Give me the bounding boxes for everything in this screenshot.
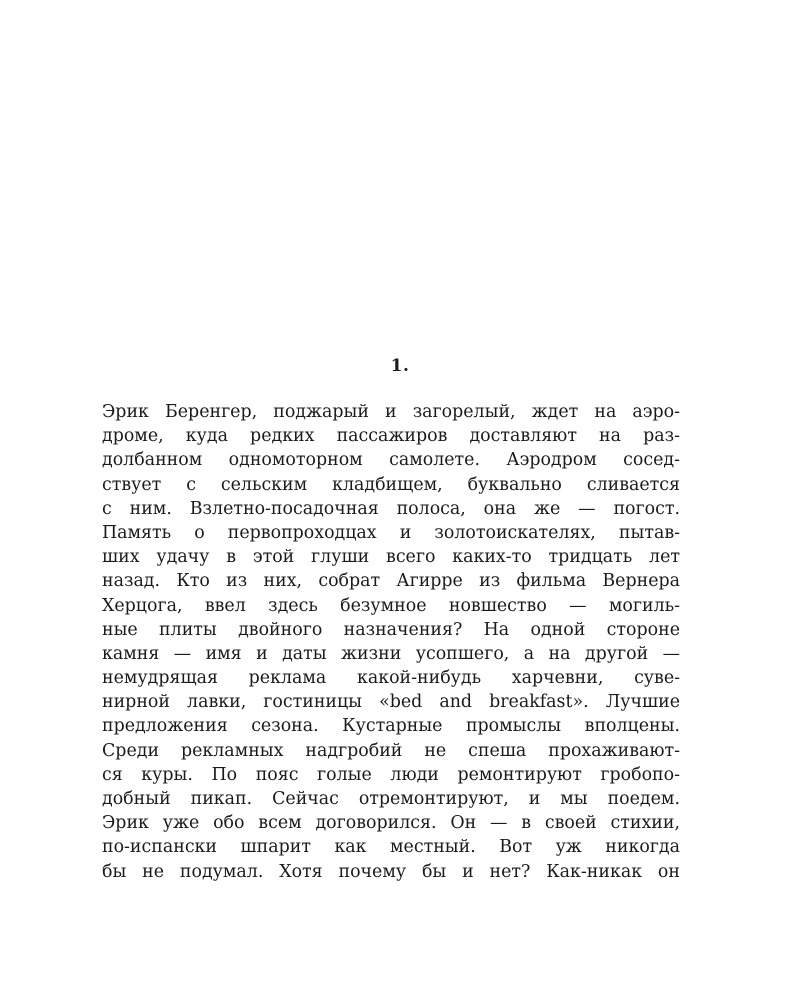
text-line: ные плиты двойного назначения? На одной стороне (102, 619, 680, 640)
text-line: назад. Кто из них, собрат Агирре из фильма Вернера (102, 571, 680, 592)
text-line: с ним. Взлетно-посадочная полоса, она же — погост. (102, 498, 680, 519)
text-line: Среди рекламных надгробий не спеша прохаживают- (102, 740, 680, 761)
chapter-number: 1. (390, 356, 410, 376)
body-paragraph (102, 400, 680, 884)
text-line: Память о первопроходцах и золотоискателях, пытав- (102, 522, 680, 543)
text-line: бы не подумал. Хотя почему бы и нет? Как-никак он (102, 861, 680, 882)
text-line: добный пикап. Сейчас отремонтируют, и мы поедем. (102, 789, 680, 809)
text-line: долбанном одномоторном самолете. Аэродром сосед- (102, 450, 680, 471)
text-line: по-испански шпарит как местный. Вот уж никогда (102, 837, 680, 858)
text-line: дроме, куда редких пассажиров доставляют на раз- (102, 426, 680, 447)
text-line: ших удачу в этой глуши всего каких-то тридцать лет (102, 547, 680, 568)
text-line: Эрик Беренгер, поджарый и загорелый, ждет на аэро- (102, 402, 680, 422)
text-line: Херцога, ввел здесь безумное новшество — могиль- (102, 595, 680, 616)
text-line: нирной лавки, гостиницы «bed and breakfast». Лучшие (102, 692, 680, 713)
text-line: предложения сезона. Кустарные промыслы вполцены. (102, 716, 680, 737)
text-line: ся куры. По пояс голые люди ремонтируют гробопо- (102, 764, 680, 785)
text-line: немудрящая реклама какой-нибудь харчевни, суве- (102, 668, 680, 689)
text-line: камня — имя и даты жизни усопшего, а на другой — (102, 643, 680, 664)
text-line: ствует с сельским кладбищем, буквально сливается (102, 474, 680, 495)
text-line: Эрик уже обо всем договорился. Он — в своей стихии, (102, 813, 680, 834)
